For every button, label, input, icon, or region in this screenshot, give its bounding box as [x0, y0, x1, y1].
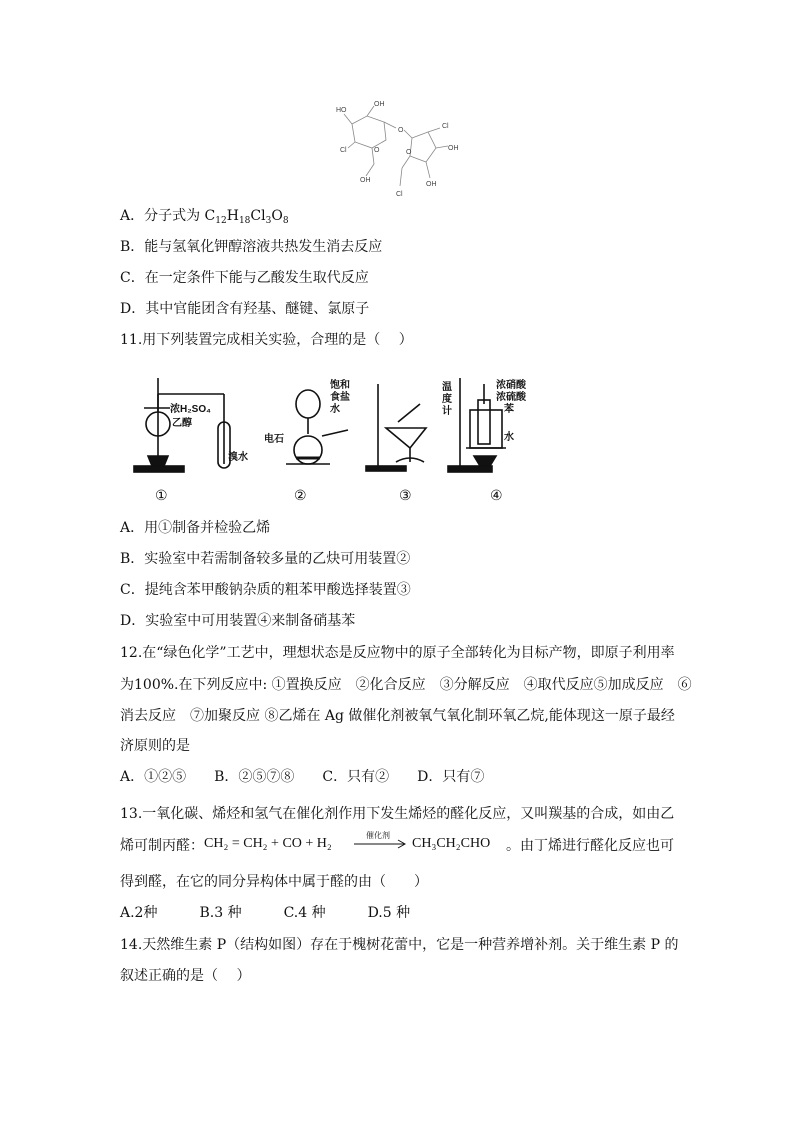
- q13-line-2-prefix: 烯可制丙醛：: [120, 838, 204, 854]
- q13-catalyst-label: 催化剂: [366, 831, 390, 840]
- mol-label-oh-bottom: OH: [426, 181, 437, 188]
- q12-line-4: 济原则的是: [120, 738, 190, 754]
- app4-water-label: 水: [504, 432, 514, 443]
- app4-thermo-label-3: 计: [442, 406, 452, 417]
- mol-label-cl-bottom: Cl: [396, 191, 403, 198]
- q14-line-1: 14.天然维生素 P（结构如图）存在于槐树花蕾中，它是一种营养增补剂。关于维生素 P 的: [120, 937, 679, 953]
- mol-label-cl-left: Cl: [340, 147, 347, 154]
- q12-options: A．①②⑤ B．②⑤⑦⑧ C．只有② D．只有⑦: [120, 769, 485, 785]
- app4-mix-label-1: 浓硝酸: [496, 380, 526, 391]
- app4-mix-label-3: 苯: [504, 404, 514, 415]
- app4-thermo-label-2: 度: [442, 394, 452, 405]
- q13-line-2-suffix: 。由丁烯进行醛化反应也可: [506, 838, 674, 854]
- q10-option-b: B．能与氢氧化钾醇溶液共热发生消去反应: [120, 239, 383, 255]
- apparatus-caption-4: ④: [490, 488, 503, 504]
- mol-label-cl-right: Cl: [442, 123, 449, 130]
- mol-label-oh-right: OH: [448, 145, 459, 152]
- q13-line-1: 13.一氧化碳、烯烃和氢气在催化剂作用下发生烯烃的醛化反应，又叫羰基的合成，如由乙: [120, 806, 675, 822]
- app1-ethanol-label: 乙醇: [172, 418, 192, 429]
- mol-label-ring-o: O: [374, 147, 380, 154]
- app4-thermo-label-1: 温: [442, 382, 452, 393]
- mol-label-oh-top: OH: [374, 101, 385, 108]
- app2-carbide-label: 电石: [264, 434, 284, 445]
- mol-label-oh-lower: OH: [360, 177, 371, 184]
- sucralose-structure-figure: [322, 96, 462, 202]
- q11-option-a: A．用①制备并检验乙烯: [120, 520, 271, 536]
- molecule-svg: [322, 96, 462, 202]
- q12-line-2: 为100%.在下列反应中: ①置换反应 ②化合反应 ③分解反应 ④取代反应⑤加成反应 ⑥: [120, 677, 692, 693]
- mol-label-ho: HO: [336, 107, 347, 114]
- app4-mix-label-2: 浓硫酸: [496, 392, 526, 403]
- apparatus-caption-1: ①: [155, 488, 168, 504]
- app2-brine-label-2: 食盐: [330, 392, 350, 403]
- app2-brine-label-1: 饱和: [330, 380, 350, 391]
- q12-line-1: 12.在“绿色化学”工艺中，理想状态是反应物中的原子全部转化为目标产物，即原子利用率: [120, 645, 675, 661]
- q10-option-d: D．其中官能团含有羟基、醚键、氯原子: [120, 301, 370, 317]
- app1-acid-label: 浓H₂SO₄: [170, 404, 211, 415]
- mol-label-furan-o: O: [406, 149, 412, 156]
- q11-option-b: B．实验室中若需制备较多量的乙炔可用装置②: [120, 551, 411, 567]
- q10-option-a: A．分子式为 $C_{12}H_{18}Cl_3O_8$: [120, 208, 289, 226]
- apparatus-caption-2: ②: [294, 488, 307, 504]
- apparatus-figure: [130, 374, 540, 480]
- apparatus-caption-3: ③: [399, 488, 412, 504]
- q14-line-2: 叙述正确的是（ ）: [120, 968, 251, 984]
- q13-equation-lhs: CH₂ = CH₂ + CO + H₂: [204, 836, 332, 851]
- mol-label-glycosidic-o: O: [398, 127, 404, 134]
- q11-stem: 11.用下列装置完成相关实验，合理的是（ ）: [120, 332, 413, 348]
- app1-bromine-label: 溴水: [228, 452, 248, 463]
- q13-reaction-arrow: [352, 832, 408, 850]
- arrow-icon: [352, 832, 408, 850]
- q11-option-c: C．提纯含苯甲酸钠杂质的粗苯甲酸选择装置③: [120, 582, 411, 598]
- q13-options: A.2种 B.3 种 C.4 种 D.5 种: [120, 905, 411, 921]
- q13-equation-rhs: CH₃CH₂CHO: [412, 836, 491, 851]
- q10-option-c: C．在一定条件下能与乙酸发生取代反应: [120, 270, 369, 286]
- q11-option-d: D．实验室中可用装置④来制备硝基苯: [120, 613, 356, 629]
- q12-line-3: 消去反应 ⑦加聚反应 ⑧乙烯在 Ag 做催化剂被氧气氧化制环氧乙烷,能体现这一原子最经: [120, 708, 675, 724]
- app2-brine-label-3: 水: [330, 404, 340, 415]
- apparatus-svg: [130, 374, 540, 480]
- q13-line-3: 得到醛，在它的同分异构体中属于醛的由（ ）: [120, 874, 428, 890]
